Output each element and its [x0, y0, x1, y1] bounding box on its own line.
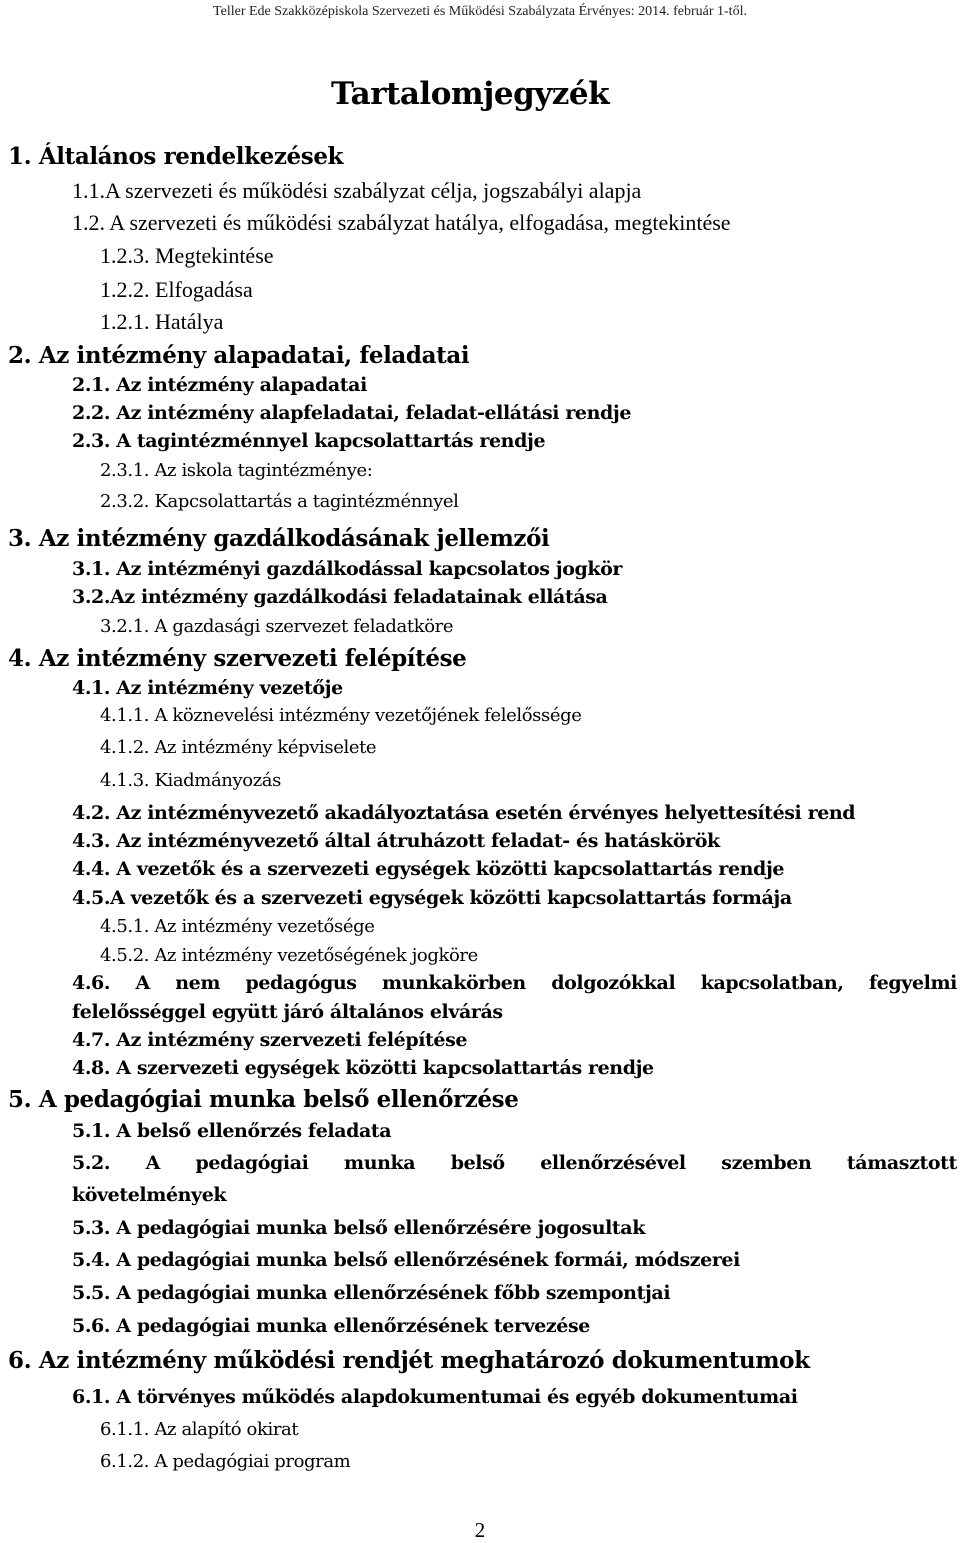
toc-entry-5-2-word: belső [450, 1152, 505, 1174]
toc-entry-6-1-1[interactable]: 6.1.1. Az alapító okirat [100, 1419, 299, 1440]
toc-entry-4-6-word: pedagógus [245, 972, 357, 994]
toc-entry-2-3[interactable]: 2.3. A tagintézménnyel kapcsolattartás rendje [72, 430, 546, 452]
toc-entry-4-1-1[interactable]: 4.1.1. A köznevelési intézmény vezetőjének felelőssége [100, 705, 582, 726]
toc-entry-4-3[interactable]: 4.3. Az intézményvezető által átruházott feladat- és hatáskörök [72, 830, 720, 852]
toc-entry-5-2-word: 5.2. [72, 1152, 111, 1174]
page-header: Teller Ede Szakközépiskola Szervezeti és Működési Szabályzata Érvényes: 2014. február 1-től. [213, 4, 747, 19]
toc-entry-1[interactable]: 1. Általános rendelkezések [8, 143, 344, 170]
toc-entry-4-6-word: munkakörben [381, 972, 526, 994]
toc-entry-4-5[interactable]: 4.5.A vezetők és a szervezeti egységek közötti kapcsolattartás formája [72, 887, 792, 909]
toc-entry-2-1[interactable]: 2.1. Az intézmény alapadatai [72, 374, 367, 396]
toc-entry-5-2[interactable] [72, 1152, 957, 1174]
toc-entry-4-1-3[interactable]: 4.1.3. Kiadmányozás [100, 770, 281, 791]
toc-entry-5-5[interactable]: 5.5. A pedagógiai munka ellenőrzésének főbb szempontjai [72, 1282, 671, 1304]
toc-entry-4-6-word: kapcsolatban, [700, 972, 844, 994]
toc-entry-4-4[interactable]: 4.4. A vezetők és a szervezeti egységek közötti kapcsolattartás rendje [72, 858, 785, 880]
toc-entry-4-1-2[interactable]: 4.1.2. Az intézmény képviselete [100, 737, 377, 758]
toc-entry-5-2-word: pedagógiai [195, 1152, 309, 1174]
toc-entry-4-6-continued[interactable]: felelősséggel együtt járó általános elvárás [72, 1001, 503, 1023]
toc-entry-4-6-word: 4.6. [72, 972, 111, 994]
toc-entry-2-2[interactable]: 2.2. Az intézmény alapfeladatai, feladat-ellátási rendje [72, 402, 632, 424]
toc-entry-5-2-word: szemben [721, 1152, 812, 1174]
toc-entry-5[interactable]: 5. A pedagógiai munka belső ellenőrzése [8, 1086, 519, 1113]
toc-entry-5-2-word: munka [343, 1152, 416, 1174]
toc-entry-5-2-word: A [145, 1152, 160, 1174]
toc-entry-5-6[interactable]: 5.6. A pedagógiai munka ellenőrzésének tervezése [72, 1315, 590, 1337]
toc-entry-1-2[interactable]: 1.2. A szervezeti és működési szabályzat hatálya, elfogadása, megtekintése [72, 210, 731, 235]
toc-entry-4-5-1[interactable]: 4.5.1. Az intézmény vezetősége [100, 916, 375, 937]
toc-entry-4[interactable]: 4. Az intézmény szervezeti felépítése [8, 645, 467, 672]
toc-title: Tartalomjegyzék [331, 76, 610, 112]
toc-entry-2-3-2[interactable]: 2.3.2. Kapcsolattartás a tagintézménnyel [100, 491, 459, 512]
toc-entry-4-7[interactable]: 4.7. Az intézmény szervezeti felépítése [72, 1029, 468, 1051]
toc-entry-2-3-1[interactable]: 2.3.1. Az iskola tagintézménye: [100, 460, 373, 481]
toc-entry-5-1[interactable]: 5.1. A belső ellenőrzés feladata [72, 1120, 392, 1142]
toc-entry-4-1[interactable]: 4.1. Az intézmény vezetője [72, 677, 343, 699]
toc-entry-1-1[interactable]: 1.1.A szervezeti és működési szabályzat célja, jogszabályi alapja [72, 178, 642, 203]
toc-entry-5-4[interactable]: 5.4. A pedagógiai munka belső ellenőrzésének formái, módszerei [72, 1249, 740, 1271]
toc-entry-4-2[interactable]: 4.2. Az intézményvezető akadályoztatása esetén érvényes helyettesítési rend [72, 802, 856, 824]
toc-entry-1-2-3[interactable]: 1.2.3. Megtekintése [100, 243, 274, 268]
toc-entry-5-2-word: támasztott [846, 1152, 957, 1174]
toc-entry-3-1[interactable]: 3.1. Az intézményi gazdálkodással kapcsolatos jogkör [72, 558, 623, 580]
toc-entry-4-6-word: dolgozókkal [551, 972, 676, 994]
toc-entry-6-1-2[interactable]: 6.1.2. A pedagógiai program [100, 1451, 351, 1472]
toc-entry-5-2-word: ellenőrzésével [540, 1152, 686, 1174]
toc-entry-4-6-word: nem [175, 972, 221, 994]
toc-entry-3[interactable]: 3. Az intézmény gazdálkodásának jellemzői [8, 525, 550, 552]
toc-entry-6[interactable]: 6. Az intézmény működési rendjét meghatározó dokumentumok [8, 1347, 810, 1374]
toc-entry-4-5-2[interactable]: 4.5.2. Az intézmény vezetőségének jogköre [100, 945, 478, 966]
toc-entry-4-6[interactable] [72, 972, 957, 994]
toc-entry-1-2-2[interactable]: 1.2.2. Elfogadása [100, 277, 253, 302]
toc-entry-5-2-continued[interactable]: követelmények [72, 1184, 227, 1206]
toc-entry-4-8[interactable]: 4.8. A szervezeti egységek közötti kapcsolattartás rendje [72, 1057, 654, 1079]
page-number: 2 [474, 1518, 486, 1542]
toc-entry-6-1[interactable]: 6.1. A törvényes működés alapdokumentumai és egyéb dokumentumai [72, 1386, 798, 1408]
toc-entry-5-3[interactable]: 5.3. A pedagógiai munka belső ellenőrzésére jogosultak [72, 1217, 645, 1239]
toc-entry-4-6-word: A [135, 972, 150, 994]
toc-entry-1-2-1[interactable]: 1.2.1. Hatálya [100, 309, 224, 334]
toc-entry-3-2[interactable]: 3.2.Az intézmény gazdálkodási feladatainak ellátása [72, 586, 608, 608]
toc-entry-3-2-1[interactable]: 3.2.1. A gazdasági szervezet feladatköre [100, 616, 454, 637]
toc-entry-4-6-word: fegyelmi [868, 972, 957, 994]
toc-entry-2[interactable]: 2. Az intézmény alapadatai, feladatai [8, 342, 470, 369]
